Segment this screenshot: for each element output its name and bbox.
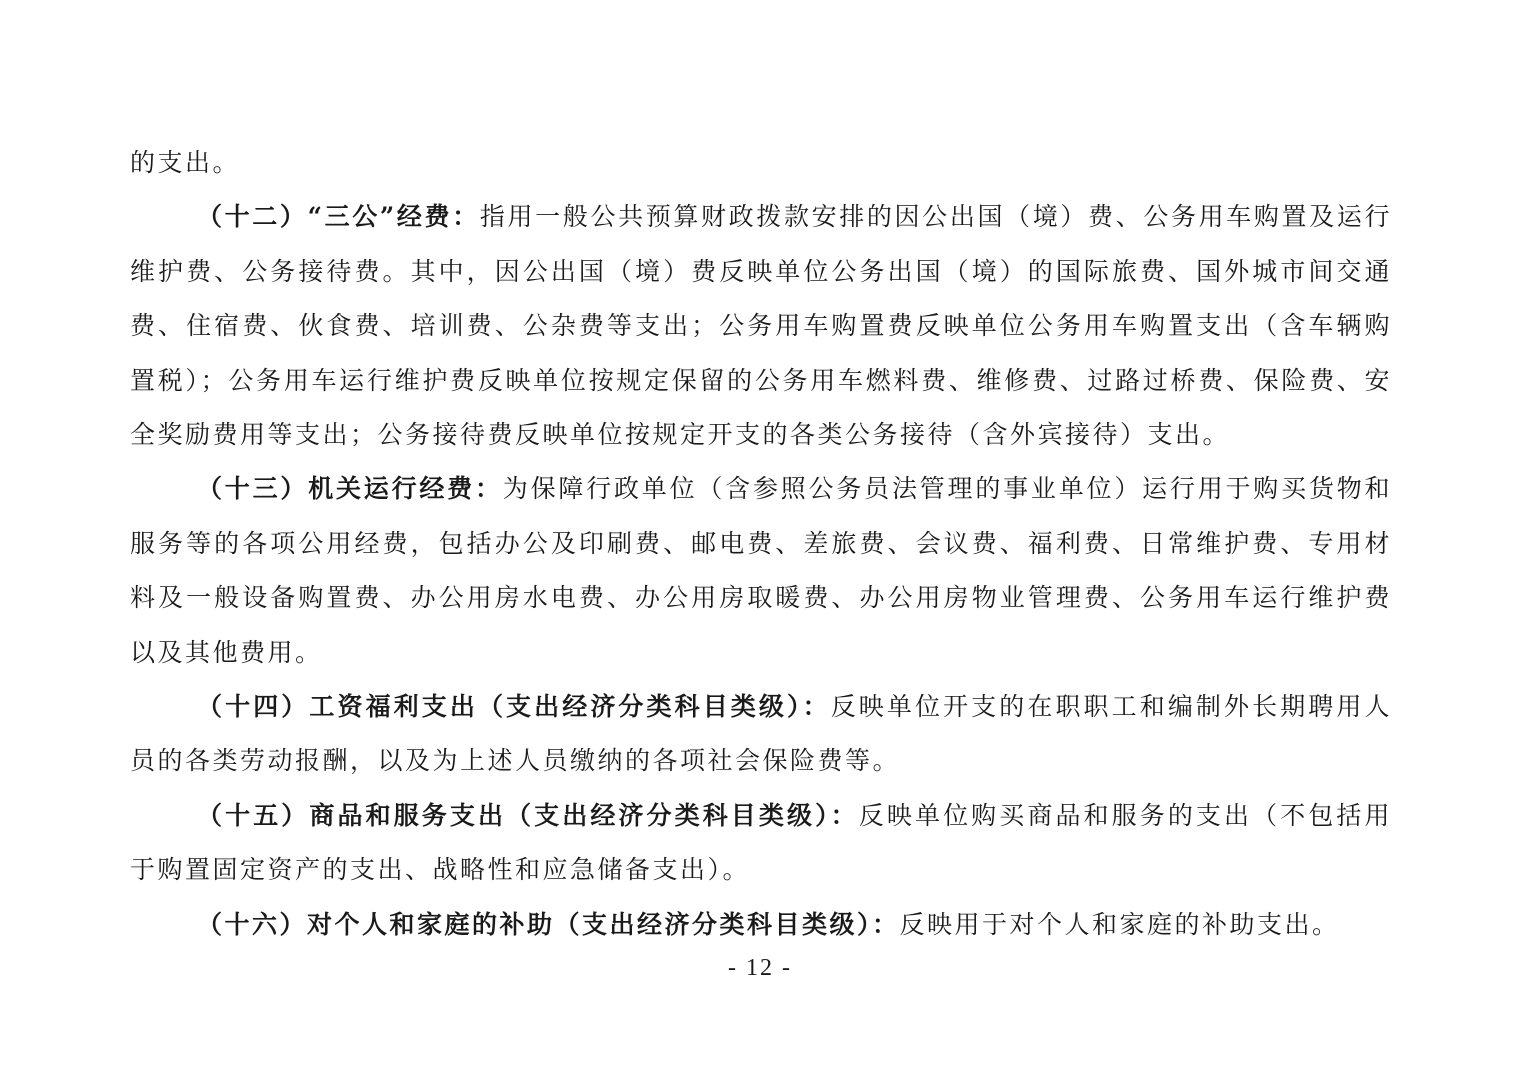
paragraph-operating-funds [130, 462, 1392, 680]
paragraph-household-subsidies [130, 898, 1392, 952]
paragraph-text: 为保障行政单位（含参照公务员法管理的事业单位）运行用于购买货物和服务等的各项公用经费，包括办公及印刷费、邮电费、差旅费、会议费、福利费、日常维护费、专用材料及一般设备购置费、办公用房水电费、办公用房取暖费、办公用房物业管理费、公务用车运行维护费以及其他费用。 [130, 474, 1392, 667]
paragraph-term: （十三）机关运行经费： [197, 474, 503, 504]
paragraph-goods-services [130, 789, 1392, 898]
paragraph-text: 反映单位购买商品和服务的支出（不包括用于购置固定资产的支出、战略性和应急储备支出）。 [130, 800, 1392, 885]
paragraph-term: （十二）“三公”经费： [197, 202, 480, 232]
paragraph-san-gong-funds [130, 190, 1392, 462]
paragraph-continuation [130, 136, 1392, 190]
document-body [130, 136, 1392, 952]
paragraph-term: （十四）工资福利支出（支出经济分类科目类级）： [197, 692, 831, 722]
paragraph-text: 指用一般公共预算财政拨款安排的因公出国（境）费、公务用车购置及运行维护费、公务接待费。其中，因公出国（境）费反映单位公务出国（境）的国际旅费、国外城市间交通费、住宿费、伙食费、培训费、公杂费等支出；公务用车购置费反映单位公务用车购置支出（含车辆购置税）；公务用车运行维护费反映单位按规定保留的公务用车燃料费、维修费、过路过桥费、保险费、安全奖励费用等支出；公务接待费反映单位按规定开支的各类公务接待（含外宾接待）支出。 [130, 202, 1392, 450]
paragraph-text: 反映单位开支的在职职工和编制外长期聘用人员的各类劳动报酬，以及为上述人员缴纳的各项社会保险费等。 [130, 692, 1392, 776]
paragraph-text: 的支出。 [130, 148, 241, 177]
page-number: - 12 - [728, 955, 792, 981]
paragraph-text: 反映用于对个人和家庭的补助支出。 [899, 909, 1340, 939]
paragraph-term: （十五）商品和服务支出（支出经济分类科目类级）： [197, 800, 859, 830]
paragraph-term: （十六）对个人和家庭的补助（支出经济分类科目类级）： [197, 909, 900, 939]
paragraph-wages-benefits [130, 680, 1392, 789]
